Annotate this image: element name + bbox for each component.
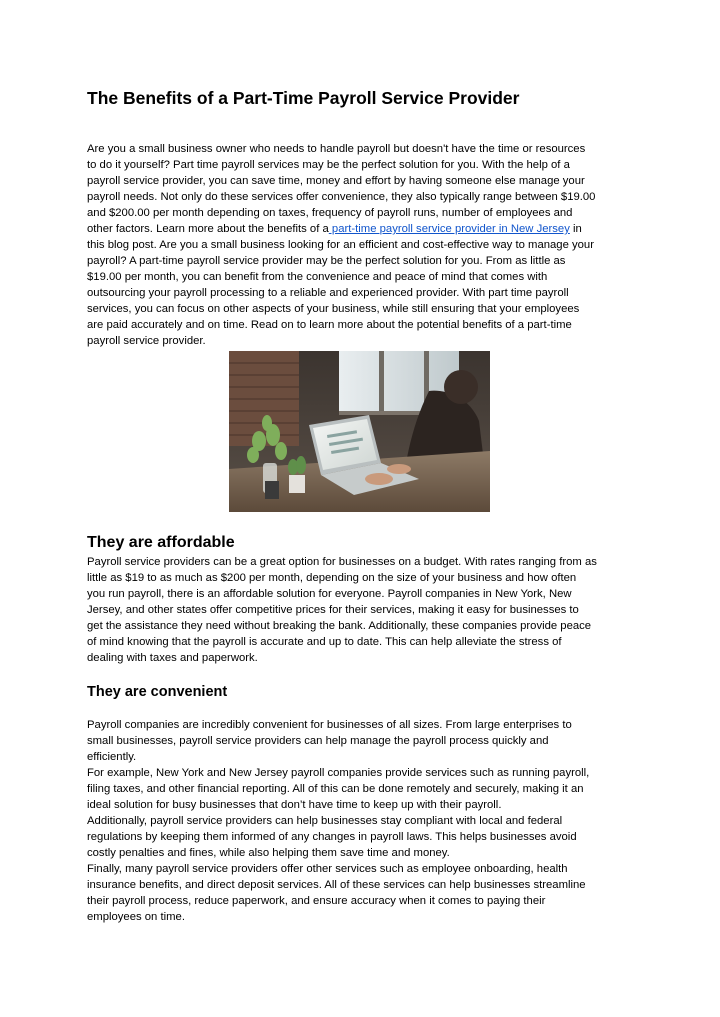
text-line: Payroll companies are incredibly convenient for businesses of all sizes. From large enterprises to	[87, 719, 572, 731]
text-line: efficiently.	[87, 751, 137, 763]
text-line: and $200.00 per month depending on taxes, frequency of payroll runs, number of employees and	[87, 207, 573, 219]
text-line: payroll? A part-time payroll service provider may be the perfect solution for you. From as little as	[87, 255, 566, 267]
text-line: employees on time.	[87, 911, 185, 923]
text-line: payroll service provider.	[87, 335, 206, 347]
section-heading-affordable: They are affordable	[87, 534, 235, 551]
text-line: get the assistance they need without breaking the bank. Additionally, these companies provide peace	[87, 620, 592, 632]
text-line: to do it yourself? Part time payroll services may be the perfect solution for you. With the help of a	[87, 159, 570, 171]
text-line: regulations by keeping them informed of any changes in payroll laws. This helps businesses avoid	[87, 831, 577, 843]
intro-paragraph	[87, 141, 647, 349]
text-line: small businesses, payroll service providers can help manage the payroll process quickly and	[87, 735, 549, 747]
text-line: you run payroll, there is an affordable solution for everyone. Payroll companies in New York, New	[87, 588, 572, 600]
text-line: outsourcing your payroll processing to a reliable and experienced provider. With part time payroll	[87, 287, 569, 299]
text-line: little as $19 to as much as $200 per month, depending on the size of your business and how often	[87, 572, 577, 584]
text-line: are paid accurately and on time. Read on to learn more about the potential benefits of a part-time	[87, 319, 572, 331]
link-lead-text: other factors. Learn more about the benefits of a	[87, 223, 329, 235]
link-trail-text: in	[569, 223, 582, 235]
text-line: For example, New York and New Jersey payroll companies provide services such as running payroll,	[87, 767, 590, 779]
text-line: payroll service provider, you can save time, money and effort by having someone else manage your	[87, 175, 585, 187]
text-line: insurance benefits, and direct deposit services. All of these services can help businesses streamline	[87, 879, 586, 891]
section-heading-convenient: They are convenient	[87, 684, 228, 700]
text-line: dealing with taxes and paperwork.	[87, 652, 258, 664]
text-line: Additionally, payroll service providers can help businesses stay compliant with local and federal	[87, 815, 563, 827]
text-line: ideal solution for busy businesses that don’t have time to keep up with their payroll.	[87, 799, 502, 811]
affordable-paragraph	[87, 554, 647, 666]
text-line: services, you can focus on other aspects of your business, while still ensuring that your employees	[87, 303, 580, 315]
text-line: filing taxes, and other financial reporting. All of this can be done remotely and securely, making it an	[87, 783, 584, 795]
text-line: costly penalties and fines, while also helping them save time and money.	[87, 847, 450, 859]
laptop-photo	[229, 351, 490, 512]
text-line: their payroll process, reduce paperwork, and ensure accuracy when it comes to paying their	[87, 895, 546, 907]
text-line: Finally, many payroll service providers offer other services such as employee onboarding, health	[87, 863, 568, 875]
payroll-provider-nj-link[interactable]: part-time payroll service provider in New Jersey	[328, 223, 570, 235]
text-line: payroll needs. Not only do these services offer convenience, they also typically range between $19.00	[87, 191, 596, 203]
text-line: this blog post. Are you a small business looking for an efficient and cost-effective way to manage your	[87, 239, 594, 251]
text-line: $19.00 per month, you can benefit from the convenience and peace of mind that comes with	[87, 271, 548, 283]
text-line: Are you a small business owner who needs to handle payroll but doesn't have the time or resources	[87, 143, 586, 155]
text-line: Payroll service providers can be a great option for businesses on a budget. With rates ranging from as	[87, 556, 597, 568]
text-line: of mind knowing that the payroll is accurate and up to date. This can help alleviate the stress of	[87, 636, 562, 648]
text-line: Jersey, and other states offer competitive prices for their services, making it easy for businesses to	[87, 604, 579, 616]
convenient-paragraph	[87, 717, 647, 925]
text-line-with-link	[87, 221, 647, 237]
page-title: The Benefits of a Part-Time Payroll Service Provider	[87, 88, 520, 108]
